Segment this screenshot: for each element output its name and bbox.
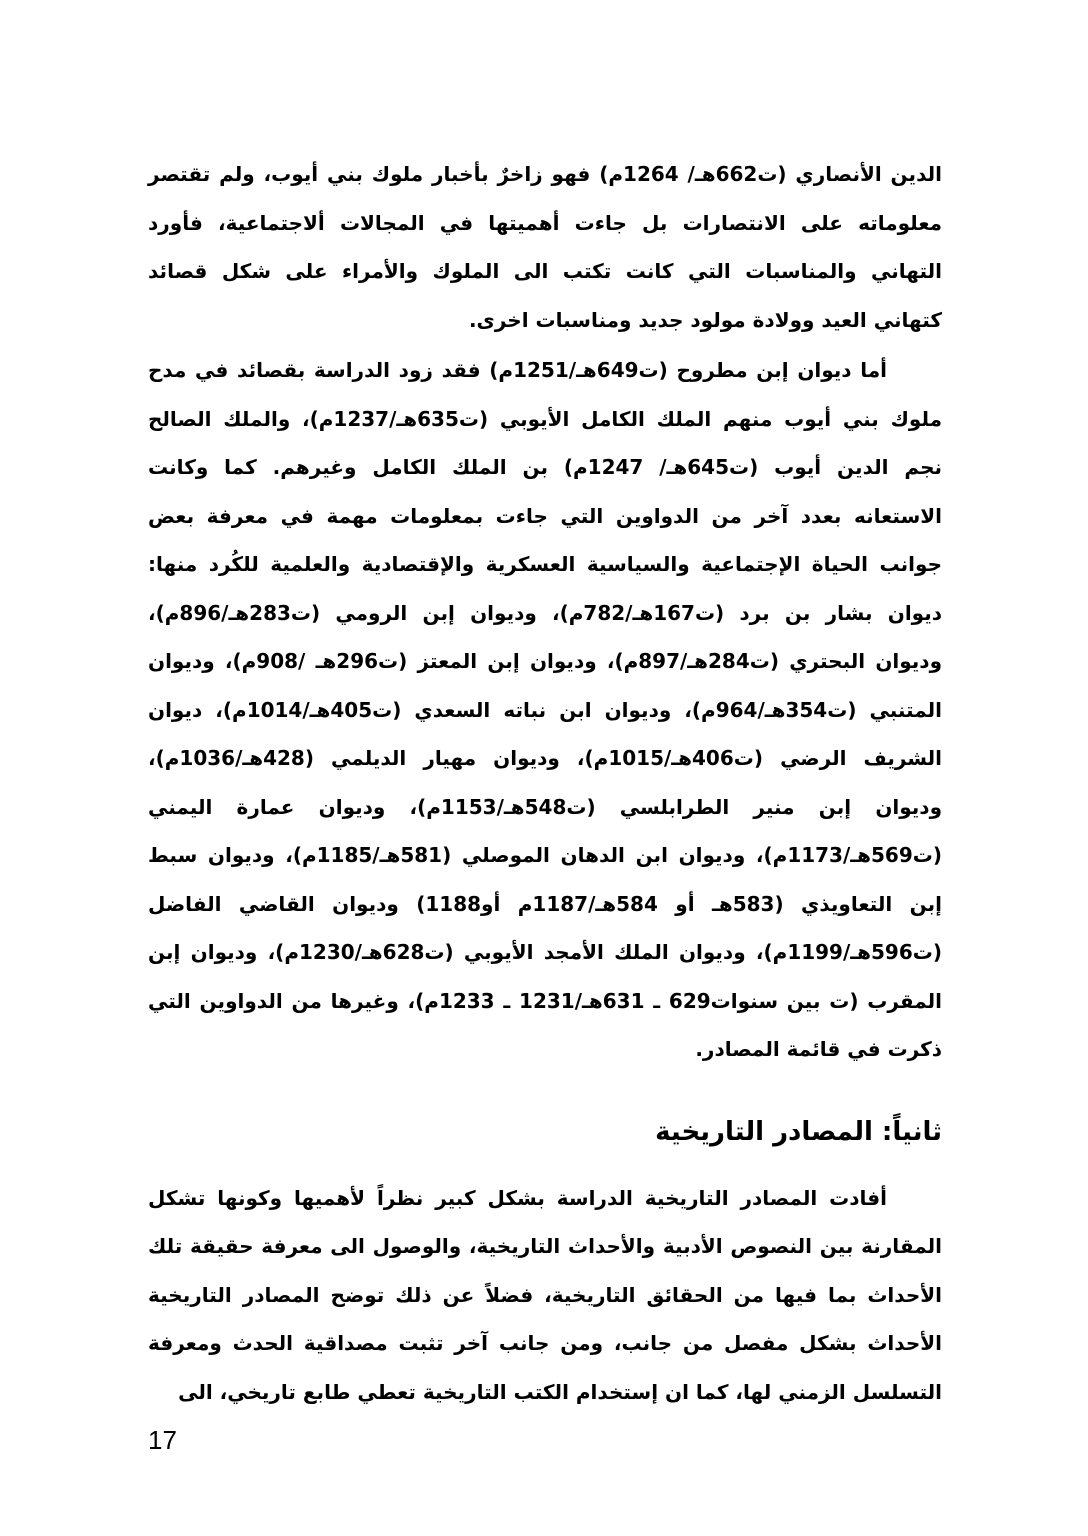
page-body	[148, 150, 942, 1416]
section-heading-historical-sources: ثانياً: المصادر التاريخية	[655, 1116, 942, 1147]
page-number: 17	[148, 1425, 177, 1455]
paragraph-historical-sources: أفادت المصادر التاريخية الدراسة بشكل كبير نظراً لأهميها وكونها تشكل المقارنة بين النصوص الأدبية والأحداث التاريخية، والوصول الى معرفة حقيقة تلك الأحداث بما فيها من الحقائق التاريخية، فضلاً عن ذلك توضح المصادر التاريخية الأحداث بشكل مفصل من جانب، ومن جانب آخر تثبت مصداقية الحدث ومعرفة التسلسل الزمني لها، كما ان إستخدام الكتب التاريخية تعطي طابع تاريخي، الى	[148, 1185, 942, 1404]
paragraph-diwan-sources: أما ديوان إبن مطروح (ت649هـ/1251م) فقد زود الدراسة بقصائد في مدح ملوك بني أيوب منهم الملك الكامل الأيوبي (ت635هـ/1237م)، والملك الصالح نجم الدين أيوب (ت645هـ/ 1247م) بن الملك الكامل وغيرهم. كما وكانت الاستعانه بعدد آخر من الدواوين التي جاءت بمعلومات مهمة في معرفة بعض جوانب الحياة الإجتماعية والسياسية العسكرية والإقتصادية والعلمية للكُرد منها: ديوان بشار بن برد (ت167هـ/782م)، وديوان إبن الرومي (ت283هـ/896م)، وديوان البحتري (ت284هـ/897م)، وديوان إبن المعتز (ت296هـ /908م)، وديوان المتنبي (ت354هـ/964م)، وديوان ابن نباته السعدي (ت405هـ/1014م)، ديوان الشريف الرضي (ت406هـ/1015م)، وديوان مهيار الديلمي (428هـ/1036م)، وديوان إبن منير الطرابلسي (ت548هـ/1153م)، وديوان عمارة اليمني (ت569هـ/1173م)، وديوان ابن الدهان الموصلي (581هـ/1185م)، وديوان سبط إبن التعاويذي (583هـ أو 584هـ/1187م أو1188) وديوان القاضي الفاضل (ت596هـ/1199م)، وديوان الملك الأمجد الأيوبي (ت628هـ/1230م)، وديوان إبن المقرب (ت بين سنوات629 ـ 631هـ/1231 ـ 1233م)، وغيرها من الدواوين التي ذكرت في قائمة المصادر.	[148, 358, 942, 1061]
paragraph-ansari-continuation: الدين الأنصاري (ت662هـ/ 1264م) فهو زاخرٌ بأخبار ملوك بني أيوب، ولم تقتصر معلوماته على الانتصارات بل جاءت أهميتها في المجالات ألاجتماعية، فأورد التهاني والمناسبات التي كانت تكتب الى الملوك والأمراء على شكل قصائد كتهاني العيد وولادة مولود جديد ومناسبات اخرى.	[148, 162, 942, 332]
